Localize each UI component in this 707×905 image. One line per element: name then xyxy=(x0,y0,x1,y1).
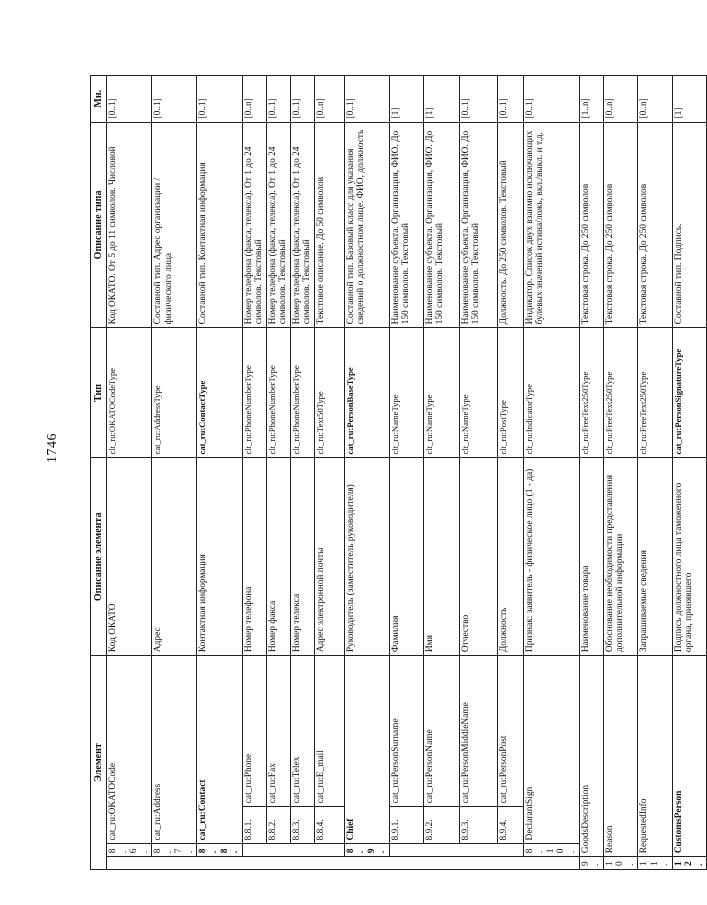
multiplicity: [0..1] xyxy=(459,76,497,123)
element-name: cat_ru:Address xyxy=(152,656,197,844)
element-type: clt_ru:PhoneNumberType xyxy=(242,328,266,458)
element-name: Chief xyxy=(344,656,389,844)
multiplicity: [0..1] xyxy=(497,76,523,123)
element-number: 8.9.4. xyxy=(497,807,523,844)
element-name: cat_ru:Fax xyxy=(266,656,290,807)
element-type: cat_ru:ContactType xyxy=(197,328,242,458)
element-number: 10. xyxy=(603,857,638,870)
element-type: clt_ru:FreeText250Type xyxy=(603,328,638,458)
type-description: Наименование субъекта. Организация, ФИО. До 150 символов. Текстовый xyxy=(423,122,459,328)
table-row xyxy=(579,76,603,870)
table-row xyxy=(152,76,197,870)
indent-cell xyxy=(423,857,459,870)
table-row xyxy=(344,76,389,870)
element-name: GoodsDescription xyxy=(579,656,603,857)
indent-cell xyxy=(423,844,459,857)
indent-cell xyxy=(314,844,344,857)
element-description: Контактная информация xyxy=(197,458,242,656)
element-number: 8.7. xyxy=(152,844,197,857)
indent-cell xyxy=(290,844,314,857)
type-description: Номер телефона (факса, телекса). От 1 до 24 символов. Текстовый xyxy=(290,122,314,328)
element-type: clt_ru:FreeText250Type xyxy=(638,328,673,458)
element-name: DeclarantSign xyxy=(523,656,579,844)
element-name: Reason xyxy=(603,656,638,857)
multiplicity: [0..1] xyxy=(523,76,579,123)
element-name: RequestedInfo xyxy=(638,656,673,857)
indent-cell xyxy=(107,857,152,870)
table-row xyxy=(197,76,242,870)
element-number: 8.10. xyxy=(523,844,579,857)
type-description: Текстовая строка. До 250 символов xyxy=(638,122,673,328)
table-row xyxy=(523,76,579,870)
type-description: Текстовая строка. До 250 символов xyxy=(579,122,603,328)
element-type: clt_ru:NameType xyxy=(459,328,497,458)
element-description: Руководитель (заместитель руководителя) xyxy=(344,458,389,656)
indent-cell xyxy=(266,844,290,857)
table-row xyxy=(314,76,344,870)
type-description: Текстовое описание. До 50 символов xyxy=(314,122,344,328)
indent-cell xyxy=(523,857,579,870)
type-description: Составной тип. Подпись. xyxy=(672,122,707,328)
type-description: Составной тип. Адрес организации / физического лица xyxy=(152,122,197,328)
table-row xyxy=(423,76,459,870)
element-name: cat_ru:PersonMiddleName xyxy=(459,656,497,807)
element-type: clt_ru:Text50Type xyxy=(314,328,344,458)
indent-cell xyxy=(242,844,266,857)
multiplicity: [0..n] xyxy=(314,76,344,123)
indent-cell xyxy=(152,857,197,870)
indent-cell xyxy=(314,857,344,870)
table-row xyxy=(389,76,423,870)
type-description: Номер телефона (факса, телекса). От 1 до 24 символов. Текстовый xyxy=(266,122,290,328)
type-description: Наименование субъекта. Организация, ФИО. До 150 символов. Текстовый xyxy=(459,122,497,328)
multiplicity: [0..1] xyxy=(197,76,242,123)
table-row xyxy=(242,76,266,870)
multiplicity: [0..n] xyxy=(638,76,673,123)
element-type: clt_ru:NameType xyxy=(389,328,423,458)
table-header-row xyxy=(91,76,107,870)
element-description: Признак: заявитель - физическое лицо (1 - да) xyxy=(523,458,579,656)
element-description: Имя xyxy=(423,458,459,656)
element-name: CustomsPerson xyxy=(672,656,707,857)
type-description: Номер телефона (факса, телекса). От 1 до 24 символов. Текстовый xyxy=(242,122,266,328)
element-name: cat_ru:PersonName xyxy=(423,656,459,807)
element-type: clt_ru:NameType xyxy=(423,328,459,458)
element-number: 8.6. xyxy=(107,844,152,857)
element-type: cat_ru:PersonBaseType xyxy=(344,328,389,458)
indent-cell xyxy=(389,844,423,857)
element-number: 8.9. xyxy=(344,844,389,857)
table-row xyxy=(497,76,523,870)
multiplicity: [1] xyxy=(389,76,423,123)
indent-cell xyxy=(290,857,314,870)
multiplicity: [0..1] xyxy=(266,76,290,123)
element-name: cat_ru:E_mail xyxy=(314,656,344,807)
indent-cell xyxy=(344,857,389,870)
type-description: Должность. До 250 символов. Текстовый xyxy=(497,122,523,328)
element-number: 12. xyxy=(672,857,707,870)
element-description: Наименование товара xyxy=(579,458,603,656)
element-name: cat_ru:OKATOCode xyxy=(107,656,152,844)
header-element-description: Описание элемента xyxy=(91,458,107,656)
element-number: 8.9.1. xyxy=(389,807,423,844)
element-type: clt_ru:FreeText250Type xyxy=(579,328,603,458)
indent-cell xyxy=(389,857,423,870)
table-row xyxy=(459,76,497,870)
table-row xyxy=(603,76,638,870)
multiplicity: [1] xyxy=(423,76,459,123)
multiplicity: [0..1] xyxy=(344,76,389,123)
indent-cell xyxy=(197,857,242,870)
element-spec-table xyxy=(90,75,707,870)
element-description: Адрес электронной почты xyxy=(314,458,344,656)
element-description: Обоснование необходимости представления дополнительной информации xyxy=(603,458,638,656)
indent-cell xyxy=(459,844,497,857)
multiplicity: [1] xyxy=(672,76,707,123)
header-multiplicity: Мн. xyxy=(91,76,107,123)
type-description: Составной тип. Базовый класс для указания сведений о должностном лице. ФИО, должность xyxy=(344,122,389,328)
element-type: clt_ru:OKATOCodeType xyxy=(107,328,152,458)
element-type: clt_ru:PhoneNumberType xyxy=(290,328,314,458)
element-number: 8.8. xyxy=(197,844,242,857)
element-type: cat_ru:AddressType xyxy=(152,328,197,458)
table-row xyxy=(638,76,673,870)
element-description: Фамилия xyxy=(389,458,423,656)
element-type: clt_ru:IndicatorType xyxy=(523,328,579,458)
element-name: cat_ru:PersonSurname xyxy=(389,656,423,807)
multiplicity: [0..1] xyxy=(290,76,314,123)
element-number: 9. xyxy=(579,857,603,870)
element-description: Номер телекса xyxy=(290,458,314,656)
type-description: Текстовая строка. До 250 символов xyxy=(603,122,638,328)
element-number: 8.9.2. xyxy=(423,807,459,844)
element-type: cat_ru:PersonSignatureType xyxy=(672,328,707,458)
element-name: cat_ru:Telex xyxy=(290,656,314,807)
header-type: Тип xyxy=(91,328,107,458)
page-number: 1746 xyxy=(45,433,60,463)
element-description: Подпись должностного лица таможенного органа, принявшего xyxy=(672,458,707,656)
indent-cell xyxy=(497,844,523,857)
rotated-page-content xyxy=(90,75,707,870)
element-name: cat_ru:PersonPost xyxy=(497,656,523,807)
multiplicity: [1..n] xyxy=(579,76,603,123)
element-type: clt_ru:PhoneNumberType xyxy=(266,328,290,458)
element-number: 8.8.4. xyxy=(314,807,344,844)
element-number: 11. xyxy=(638,857,673,870)
indent-cell xyxy=(266,857,290,870)
table-row xyxy=(672,76,707,870)
element-description: Должность xyxy=(497,458,523,656)
type-description: Составной тип. Контактная информация xyxy=(197,122,242,328)
element-description: Код ОКАТО xyxy=(107,458,152,656)
header-type-description: Описание типа xyxy=(91,122,107,328)
element-type: clt_ru:PostType xyxy=(497,328,523,458)
type-description: Индикатор. Список двух взаимно исключающих булевых значений истина/ложь, вкл./выкл. и т.д. xyxy=(523,122,579,328)
element-name: cat_ru:Contact xyxy=(197,656,242,844)
element-description: Номер факса xyxy=(266,458,290,656)
element-number: 8.8.1. xyxy=(242,807,266,844)
element-name: cat_ru:Phone xyxy=(242,656,266,807)
element-number: 8.9.3. xyxy=(459,807,497,844)
multiplicity: [0..1] xyxy=(107,76,152,123)
multiplicity: [0..n] xyxy=(603,76,638,123)
multiplicity: [0..1] xyxy=(152,76,197,123)
type-description: Код ОКАТО. От 5 до 11 символов. Числовой xyxy=(107,122,152,328)
table-row xyxy=(290,76,314,870)
indent-cell xyxy=(497,857,523,870)
table-body xyxy=(107,76,707,870)
element-description: Номер телефона xyxy=(242,458,266,656)
indent-cell xyxy=(242,857,266,870)
element-description: Запрашиваемые сведения xyxy=(638,458,673,656)
indent-cell xyxy=(459,857,497,870)
table-row xyxy=(266,76,290,870)
multiplicity: [0..n] xyxy=(242,76,266,123)
header-element: Элемент xyxy=(91,656,107,870)
element-number: 8.8.3. xyxy=(290,807,314,844)
type-description: Наименование субъекта. Организация, ФИО. До 150 символов. Текстовый xyxy=(389,122,423,328)
element-description: Отчество xyxy=(459,458,497,656)
element-description: Адрес xyxy=(152,458,197,656)
element-number: 8.8.2. xyxy=(266,807,290,844)
table-row xyxy=(107,76,152,870)
